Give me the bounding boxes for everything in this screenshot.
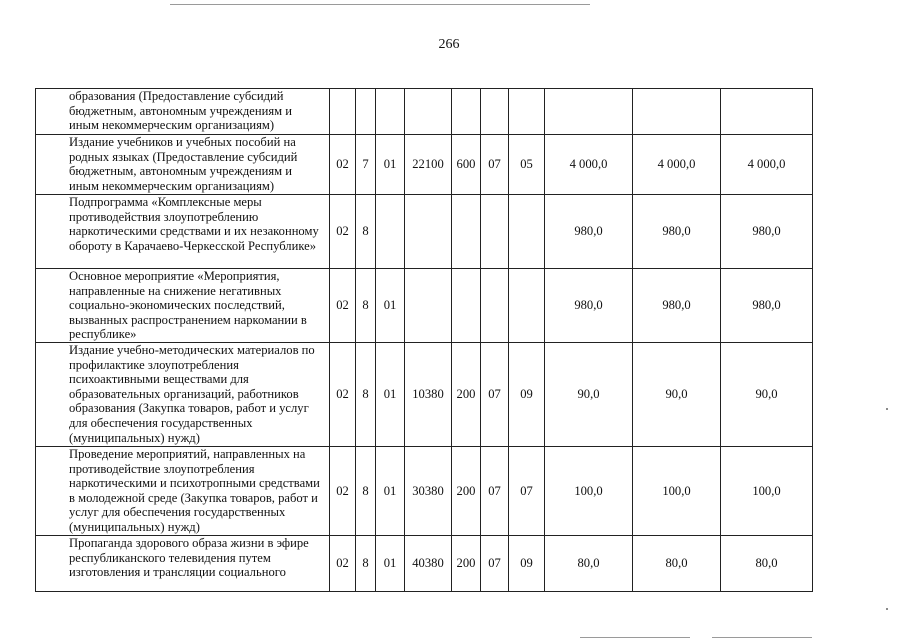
- main-activity-code-cell: [376, 195, 405, 269]
- subsection-code-cell: 09: [509, 343, 545, 447]
- subsection-code-cell: [509, 195, 545, 269]
- amount-year-1-cell: 90,0: [545, 343, 633, 447]
- main-activity-code-cell: 01: [376, 447, 405, 536]
- program-code-cell: 02: [330, 135, 356, 195]
- subprogram-code-cell: [356, 89, 376, 135]
- section-code-cell: 07: [481, 447, 509, 536]
- subsection-code-cell: [509, 89, 545, 135]
- amount-year-3-cell: 980,0: [721, 195, 813, 269]
- main-activity-code-cell: [376, 89, 405, 135]
- subsection-code-cell: 05: [509, 135, 545, 195]
- section-code-cell: 07: [481, 343, 509, 447]
- subprogram-code-cell: 8: [356, 447, 376, 536]
- amount-year-1-cell: 80,0: [545, 536, 633, 592]
- direction-code-cell: 22100: [405, 135, 452, 195]
- section-code-cell: [481, 89, 509, 135]
- amount-year-3-cell: 90,0: [721, 343, 813, 447]
- table-row: [36, 269, 813, 343]
- amount-year-3-cell: 80,0: [721, 536, 813, 592]
- main-activity-code-cell: 01: [376, 536, 405, 592]
- scan-top-edge-line: [170, 4, 590, 5]
- direction-code-cell: [405, 89, 452, 135]
- direction-code-cell: 10380: [405, 343, 452, 447]
- amount-year-3-cell: 100,0: [721, 447, 813, 536]
- amount-year-1-cell: 4 000,0: [545, 135, 633, 195]
- amount-year-3-cell: 4 000,0: [721, 135, 813, 195]
- subprogram-code-cell: 8: [356, 269, 376, 343]
- amount-year-1-cell: 100,0: [545, 447, 633, 536]
- expense-type-code-cell: 200: [452, 536, 481, 592]
- program-code-cell: 02: [330, 447, 356, 536]
- direction-code-cell: [405, 269, 452, 343]
- amount-year-2-cell: 4 000,0: [633, 135, 721, 195]
- amount-year-2-cell: 90,0: [633, 343, 721, 447]
- expense-type-code-cell: 200: [452, 447, 481, 536]
- direction-code-cell: 30380: [405, 447, 452, 536]
- subprogram-code-cell: 8: [356, 195, 376, 269]
- section-code-cell: [481, 195, 509, 269]
- row-name-cell: Издание учебно-методических материалов по профилактике злоупотребления психоактивными веществами для образовательных организаций, работников образования (Закупка товаров, работ и услуг для обеспечения государственных (муниципальных) нужд): [36, 343, 330, 447]
- section-code-cell: [481, 269, 509, 343]
- table-row: [36, 343, 813, 447]
- table-row: [36, 447, 813, 536]
- amount-year-2-cell: 100,0: [633, 447, 721, 536]
- section-code-cell: 07: [481, 135, 509, 195]
- main-activity-code-cell: 01: [376, 343, 405, 447]
- scan-bottom-edge-line-right: [712, 637, 812, 638]
- expense-type-code-cell: [452, 89, 481, 135]
- table-row: [36, 536, 813, 592]
- subsection-code-cell: 09: [509, 536, 545, 592]
- program-code-cell: 02: [330, 536, 356, 592]
- subprogram-code-cell: 8: [356, 536, 376, 592]
- amount-year-1-cell: 980,0: [545, 195, 633, 269]
- scan-speck-lower: [886, 608, 888, 610]
- page-number: 266: [438, 37, 460, 52]
- expense-type-code-cell: [452, 195, 481, 269]
- amount-year-1-cell: [545, 89, 633, 135]
- table-row: [36, 135, 813, 195]
- main-activity-code-cell: 01: [376, 135, 405, 195]
- direction-code-cell: [405, 195, 452, 269]
- section-code-cell: 07: [481, 536, 509, 592]
- subsection-code-cell: 07: [509, 447, 545, 536]
- row-name-cell: образования (Предоставление субсидий бюджетным, автономным учреждениям и иным некоммерческим организациям): [36, 89, 330, 135]
- subprogram-code-cell: 7: [356, 135, 376, 195]
- direction-code-cell: 40380: [405, 536, 452, 592]
- main-activity-code-cell: 01: [376, 269, 405, 343]
- program-code-cell: 02: [330, 343, 356, 447]
- amount-year-2-cell: 980,0: [633, 269, 721, 343]
- expense-type-code-cell: 600: [452, 135, 481, 195]
- row-name-cell: Издание учебников и учебных пособий на родных языках (Предоставление субсидий бюджетным, автономным учреждениям и иным некоммерческим организациям): [36, 135, 330, 195]
- row-name-cell: Подпрограмма «Комплексные меры противодействия злоупотреблению наркотическими средствами и их незаконному обороту в Карачаево-Черкесской Республике»: [36, 195, 330, 269]
- expense-type-code-cell: [452, 269, 481, 343]
- amount-year-2-cell: [633, 89, 721, 135]
- amount-year-2-cell: 80,0: [633, 536, 721, 592]
- program-code-cell: 02: [330, 195, 356, 269]
- amount-year-1-cell: 980,0: [545, 269, 633, 343]
- amount-year-2-cell: 980,0: [633, 195, 721, 269]
- scan-bottom-edge-line: [580, 637, 690, 638]
- row-name-cell: Основное мероприятие «Мероприятия, направленные на снижение негативных социально-экономических последствий, вызванных распространением наркомании в республике»: [36, 269, 330, 343]
- subsection-code-cell: [509, 269, 545, 343]
- budget-allocation-table: [35, 88, 813, 592]
- scan-speck: [886, 408, 888, 410]
- amount-year-3-cell: [721, 89, 813, 135]
- table-body: [36, 89, 813, 592]
- program-code-cell: [330, 89, 356, 135]
- subprogram-code-cell: 8: [356, 343, 376, 447]
- expense-type-code-cell: 200: [452, 343, 481, 447]
- amount-year-3-cell: 980,0: [721, 269, 813, 343]
- row-name-cell: Проведение мероприятий, направленных на противодействие злоупотребления наркотическими и психотропными средствами в молодежной среде (Закупка товаров, работ и услуг для обеспечения государственных (муниципальных) нужд): [36, 447, 330, 536]
- row-name-cell: Пропаганда здорового образа жизни в эфире республиканского телевидения путем изготовления и трансляции социального: [36, 536, 330, 592]
- table-row: [36, 89, 813, 135]
- program-code-cell: 02: [330, 269, 356, 343]
- table-row: [36, 195, 813, 269]
